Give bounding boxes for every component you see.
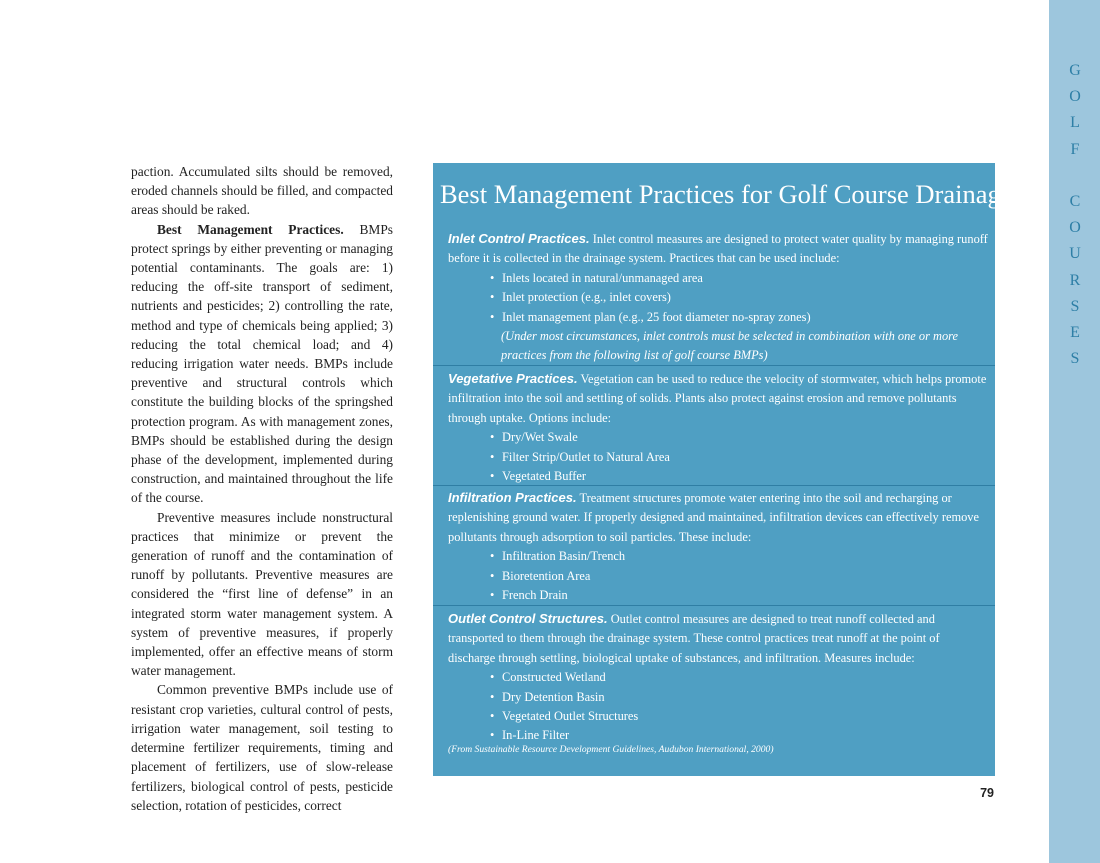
box-title: Best Management Practices for Golf Course Drainage: [440, 179, 1013, 209]
side-section-title: [1060, 58, 1090, 372]
section-heading: Vegetative Practices.: [448, 371, 578, 386]
bullet-icon: •: [490, 270, 495, 285]
side-title-letter: S: [1070, 297, 1080, 315]
side-title-letter: O: [1069, 219, 1081, 237]
side-title-letter: R: [1069, 271, 1081, 289]
side-title-letter: G: [1069, 62, 1081, 79]
section-paragraph: [448, 369, 988, 428]
bullet-icon: •: [490, 549, 495, 564]
bullet-icon: •: [490, 709, 495, 724]
section-paragraph: [448, 488, 988, 547]
bullet-list: [448, 668, 988, 746]
list-item: • Filter Strip/Outlet to Natural Area: [490, 448, 988, 467]
list-item: • French Drain: [490, 586, 988, 605]
section-vegetative: [448, 369, 988, 486]
bullet-list: [448, 547, 988, 605]
side-title-letter: E: [1070, 324, 1080, 342]
paragraph: Common preventive BMPs include use of resistant crop varieties, cultural control of pests, irrigation water management, soil testing to determine fertilizer requirements, timing and placement of fertilizers, use of slow-release fertilizers, biological control of pests, pesticide selection, rotation of pesticides, correct: [131, 682, 393, 813]
bullet-icon: •: [490, 670, 495, 685]
side-title-space: [1060, 163, 1090, 189]
side-title-letter: O: [1069, 88, 1081, 106]
side-title-letter: C: [1069, 193, 1081, 211]
list-item: • Vegetated Outlet Structures: [490, 707, 988, 726]
section-heading: Outlet Control Structures.: [448, 611, 608, 626]
list-item: • Bioretention Area: [490, 567, 988, 586]
list-item: • Inlet management plan (e.g., 25 foot diameter no-spray zones): [490, 308, 988, 327]
bullet-list: [448, 428, 988, 486]
section-paragraph: [448, 609, 988, 668]
list-item: • In-Line Filter: [490, 726, 988, 745]
source-citation: (From Sustainable Resource Development Guidelines, Audubon International, 2000): [448, 744, 774, 755]
paragraph-text: BMPs protect springs by either preventing or managing potential contaminants. The goals are: 1) reducing the off-site transport of sediment, nutrients and pesticides; 2) controlling the rate, method and type of chemicals being applied; 3) reducing the total chemical load; and 4) reducing irrigation water needs. BMPs include preventive and structural controls which constitute the building blocks of the springshed protection program. As with management zones, BMPs should be established during the design phase of the development, implemented during construction, and maintained throughout the life of the course.: [131, 221, 393, 506]
bullet-icon: •: [490, 689, 495, 704]
side-title-letter: F: [1070, 140, 1080, 158]
section-divider: [433, 485, 995, 486]
list-item: • Constructed Wetland: [490, 668, 988, 687]
section-divider: [433, 365, 995, 366]
bullet-icon: •: [490, 469, 495, 484]
section-heading: Infiltration Practices.: [448, 490, 577, 505]
paragraph: paction. Accumulated silts should be removed, eroded channels should be filled, and compacted areas should be raked.: [131, 164, 393, 218]
section-infiltration: [448, 488, 988, 605]
inline-heading: Best Management Practices.: [157, 221, 344, 237]
section-text: Outlet control measures are designed to treat runoff collected and transported to them through the drainage system. These control practices treat runoff at the point of discharge through settling, biological uptake of substances, and infiltration. Measures include:: [448, 612, 940, 665]
left-text-column: [131, 162, 393, 815]
side-title-letter: U: [1069, 245, 1081, 263]
bullet-icon: •: [490, 430, 495, 445]
section-outlet-control: [448, 609, 988, 746]
section-heading: Inlet Control Practices.: [448, 231, 590, 246]
bullet-icon: •: [490, 449, 495, 464]
bullet-icon: •: [490, 588, 495, 603]
side-title-letter: S: [1070, 350, 1080, 368]
list-item: • Infiltration Basin/Trench: [490, 547, 988, 566]
section-text: Vegetation can be used to reduce the velocity of stormwater, which helps promote infiltration into the soil and settling of solids. Plants also protect against erosion and remove pollutants through uptake. Options include:: [448, 372, 987, 425]
bullet-icon: •: [490, 309, 495, 324]
list-item: • Vegetated Buffer: [490, 467, 988, 486]
list-item: • Dry/Wet Swale: [490, 428, 988, 447]
bullet-icon: •: [490, 568, 495, 583]
page-number: 79: [980, 786, 994, 800]
section-text: Treatment structures promote water entering into the soil and recharging or replenishing ground water. If properly designed and maintained, infiltration devices can effectively remove pollutants through adsorption to soil particles. These include:: [448, 491, 980, 544]
section-inlet-control: [448, 229, 988, 366]
bullet-icon: •: [490, 290, 495, 305]
paragraph: Preventive measures include nonstructural practices that minimize or prevent the generation of runoff and the contamination of runoff by pollutants. Preventive measures are considered the “first line of defense” in an integrated storm water management system. A system of preventive measures, if properly implemented, offer an effective means of storm water management.: [131, 509, 393, 679]
side-title-letter: L: [1070, 114, 1080, 132]
section-divider: [433, 605, 995, 606]
list-item: • Inlet protection (e.g., inlet covers): [490, 288, 988, 307]
list-item: • Dry Detention Basin: [490, 688, 988, 707]
section-note: (Under most circumstances, inlet controls must be selected in combination with one or more practices from the following list of golf course BMPs): [501, 329, 959, 363]
section-paragraph: [448, 229, 988, 269]
bullet-list: [448, 269, 988, 327]
list-item: • Inlets located in natural/unmanaged area: [490, 269, 988, 288]
paragraph: [131, 220, 393, 508]
bmp-sidebar-box: [433, 163, 1013, 776]
section-text: Inlet control measures are designed to protect water quality by managing runoff before it is collected in the drainage system. Practices that can be used include:: [448, 232, 988, 266]
bullet-icon: •: [490, 728, 495, 743]
